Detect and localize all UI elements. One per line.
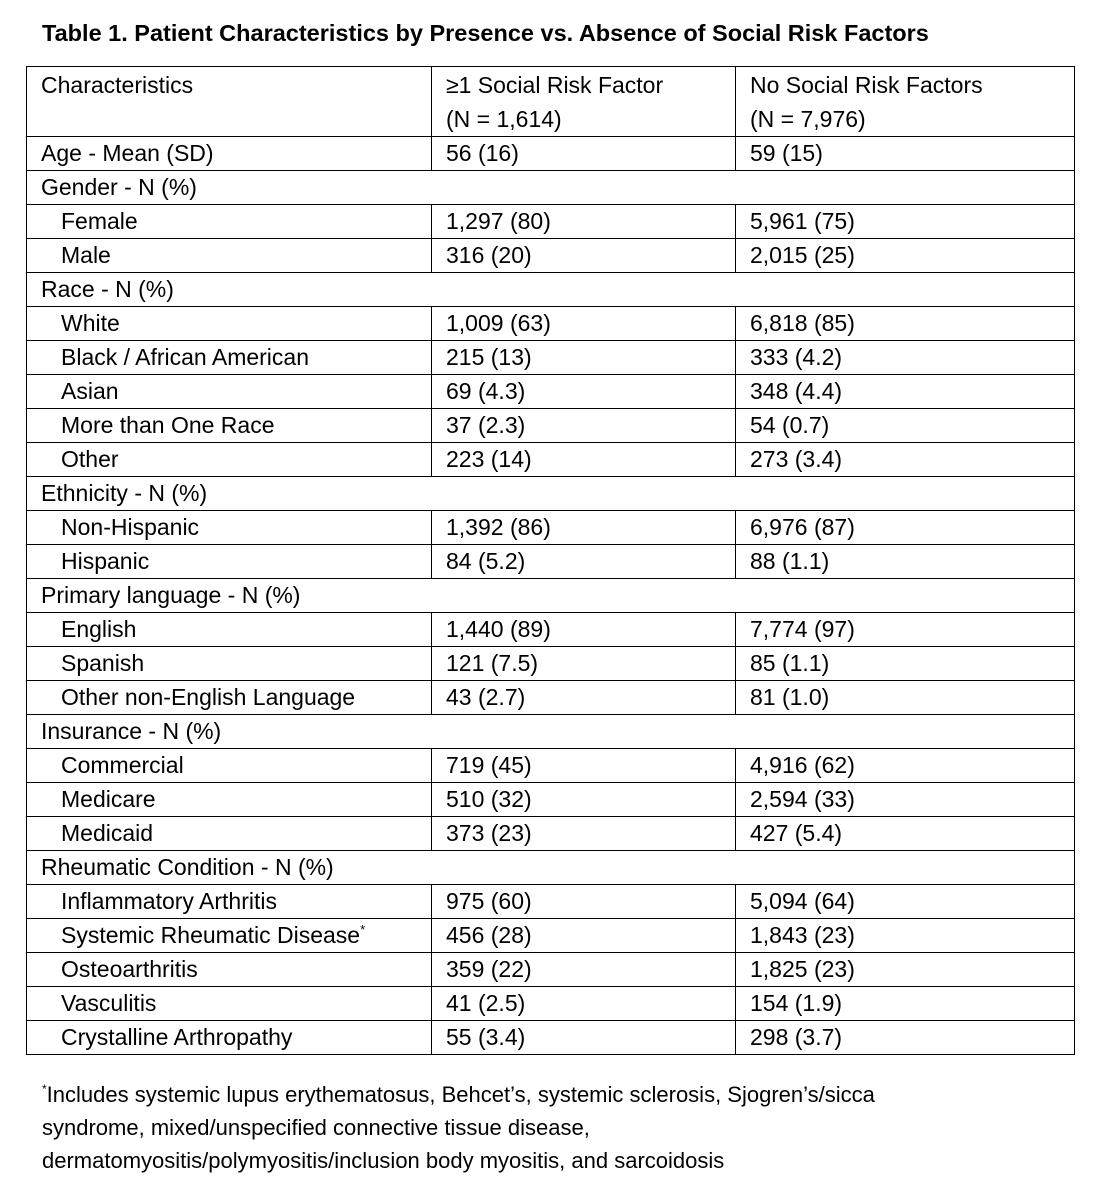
group-label: Insurance - N (%) — [27, 715, 1075, 749]
header-no-social-risk-label: No Social Risk Factors — [750, 72, 983, 98]
header-row — [27, 67, 1075, 137]
cell-social-risk: 43 (2.7) — [432, 681, 736, 715]
row-label: Asian — [27, 375, 432, 409]
group-label: Ethnicity - N (%) — [27, 477, 1075, 511]
cell-no-social-risk: 2,015 (25) — [736, 239, 1075, 273]
cell-social-risk: 121 (7.5) — [432, 647, 736, 681]
cell-no-social-risk: 5,094 (64) — [736, 885, 1075, 919]
cell-social-risk: 359 (22) — [432, 953, 736, 987]
cell-no-social-risk: 54 (0.7) — [736, 409, 1075, 443]
cell-social-risk: 1,392 (86) — [432, 511, 736, 545]
cell-no-social-risk: 85 (1.1) — [736, 647, 1075, 681]
cell-social-risk: 215 (13) — [432, 341, 736, 375]
table-footnote — [42, 1078, 1082, 1177]
row-label: Osteoarthritis — [27, 953, 432, 987]
cell-social-risk: 84 (5.2) — [432, 545, 736, 579]
table-row — [27, 307, 1075, 341]
table-row — [27, 647, 1075, 681]
table-row — [27, 545, 1075, 579]
cell-social-risk: 975 (60) — [432, 885, 736, 919]
row-label: Other — [27, 443, 432, 477]
cell-no-social-risk: 6,818 (85) — [736, 307, 1075, 341]
group-label: Race - N (%) — [27, 273, 1075, 307]
table-row — [27, 341, 1075, 375]
table-row — [27, 511, 1075, 545]
cell-social-risk: 1,440 (89) — [432, 613, 736, 647]
cell-no-social-risk: 333 (4.2) — [736, 341, 1075, 375]
group-row-language — [27, 579, 1075, 613]
cell-no-social-risk: 348 (4.4) — [736, 375, 1075, 409]
cell-no-social-risk: 427 (5.4) — [736, 817, 1075, 851]
group-row-race — [27, 273, 1075, 307]
table-row — [27, 443, 1075, 477]
cell-no-social-risk: 1,843 (23) — [736, 919, 1075, 953]
cell-no-social-risk: 81 (1.0) — [736, 681, 1075, 715]
row-label: Commercial — [27, 749, 432, 783]
row-label: Other non-English Language — [27, 681, 432, 715]
row-label: Hispanic — [27, 545, 432, 579]
table-row — [27, 681, 1075, 715]
row-label-cell — [27, 919, 432, 953]
row-label: White — [27, 307, 432, 341]
cell-no-social-risk: 6,976 (87) — [736, 511, 1075, 545]
cell-no-social-risk: 5,961 (75) — [736, 205, 1075, 239]
cell-social-risk: 55 (3.4) — [432, 1021, 736, 1055]
table-row — [27, 239, 1075, 273]
footnote-line — [42, 1078, 1082, 1111]
table-row — [27, 885, 1075, 919]
row-label: Vasculitis — [27, 987, 432, 1021]
cell-no-social-risk: 7,774 (97) — [736, 613, 1075, 647]
row-label: Medicaid — [27, 817, 432, 851]
cell-social-risk: 37 (2.3) — [432, 409, 736, 443]
cell-social-risk: 316 (20) — [432, 239, 736, 273]
group-label: Rheumatic Condition - N (%) — [27, 851, 1075, 885]
row-label: Black / African American — [27, 341, 432, 375]
table-row — [27, 749, 1075, 783]
header-no-social-risk-n: (N = 7,976) — [750, 106, 866, 132]
table-row — [27, 953, 1075, 987]
cell-no-social-risk: 273 (3.4) — [736, 443, 1075, 477]
group-label: Gender - N (%) — [27, 171, 1075, 205]
cell-social-risk: 456 (28) — [432, 919, 736, 953]
cell-social-risk: 69 (4.3) — [432, 375, 736, 409]
cell-no-social-risk: 1,825 (23) — [736, 953, 1075, 987]
table-row — [27, 783, 1075, 817]
cell-no-social-risk: 59 (15) — [736, 137, 1075, 171]
table-row — [27, 409, 1075, 443]
cell-social-risk: 41 (2.5) — [432, 987, 736, 1021]
cell-no-social-risk: 2,594 (33) — [736, 783, 1075, 817]
table-row-age — [27, 137, 1075, 171]
cell-social-risk: 1,009 (63) — [432, 307, 736, 341]
cell-social-risk: 1,297 (80) — [432, 205, 736, 239]
row-label: Inflammatory Arthritis — [27, 885, 432, 919]
group-row-gender — [27, 171, 1075, 205]
footnote-marker: * — [42, 1082, 47, 1096]
row-label: More than One Race — [27, 409, 432, 443]
table-row — [27, 987, 1075, 1021]
cell-social-risk: 510 (32) — [432, 783, 736, 817]
group-row-rheumatic — [27, 851, 1075, 885]
footnote-line: dermatomyositis/polymyositis/inclusion body myositis, and sarcoidosis — [42, 1148, 725, 1173]
cell-social-risk: 56 (16) — [432, 137, 736, 171]
row-label: Female — [27, 205, 432, 239]
cell-social-risk: 223 (14) — [432, 443, 736, 477]
row-label: Crystalline Arthropathy — [27, 1021, 432, 1055]
header-characteristics: Characteristics — [27, 67, 432, 137]
header-social-risk — [432, 67, 736, 137]
row-label: Male — [27, 239, 432, 273]
cell-no-social-risk: 298 (3.7) — [736, 1021, 1075, 1055]
cell-no-social-risk: 4,916 (62) — [736, 749, 1075, 783]
group-row-insurance — [27, 715, 1075, 749]
table-row — [27, 205, 1075, 239]
row-label: Systemic Rheumatic Disease — [61, 922, 361, 948]
header-no-social-risk — [736, 67, 1075, 137]
cell-social-risk: 719 (45) — [432, 749, 736, 783]
table-row — [27, 1021, 1075, 1055]
table-row — [27, 613, 1075, 647]
header-social-risk-n: (N = 1,614) — [446, 106, 562, 132]
cell-no-social-risk: 154 (1.9) — [736, 987, 1075, 1021]
header-social-risk-label: ≥1 Social Risk Factor — [446, 72, 664, 98]
row-label: Medicare — [27, 783, 432, 817]
group-label: Primary language - N (%) — [27, 579, 1075, 613]
cell-social-risk: 373 (23) — [432, 817, 736, 851]
table-row — [27, 375, 1075, 409]
characteristics-table — [26, 66, 1075, 1055]
row-label: Age - Mean (SD) — [27, 137, 432, 171]
table-row — [27, 919, 1075, 953]
table-row — [27, 817, 1075, 851]
footnote-text: Includes systemic lupus erythematosus, Behcet’s, systemic sclerosis, Sjogren’s/sicca — [46, 1082, 875, 1107]
footnote-marker: * — [360, 922, 366, 937]
cell-no-social-risk: 88 (1.1) — [736, 545, 1075, 579]
table-title: Table 1. Patient Characteristics by Presence vs. Absence of Social Risk Factors — [42, 20, 929, 46]
row-label: English — [27, 613, 432, 647]
row-label: Non-Hispanic — [27, 511, 432, 545]
group-row-ethnicity — [27, 477, 1075, 511]
row-label: Spanish — [27, 647, 432, 681]
footnote-line: syndrome, mixed/unspecified connective tissue disease, — [42, 1115, 590, 1140]
